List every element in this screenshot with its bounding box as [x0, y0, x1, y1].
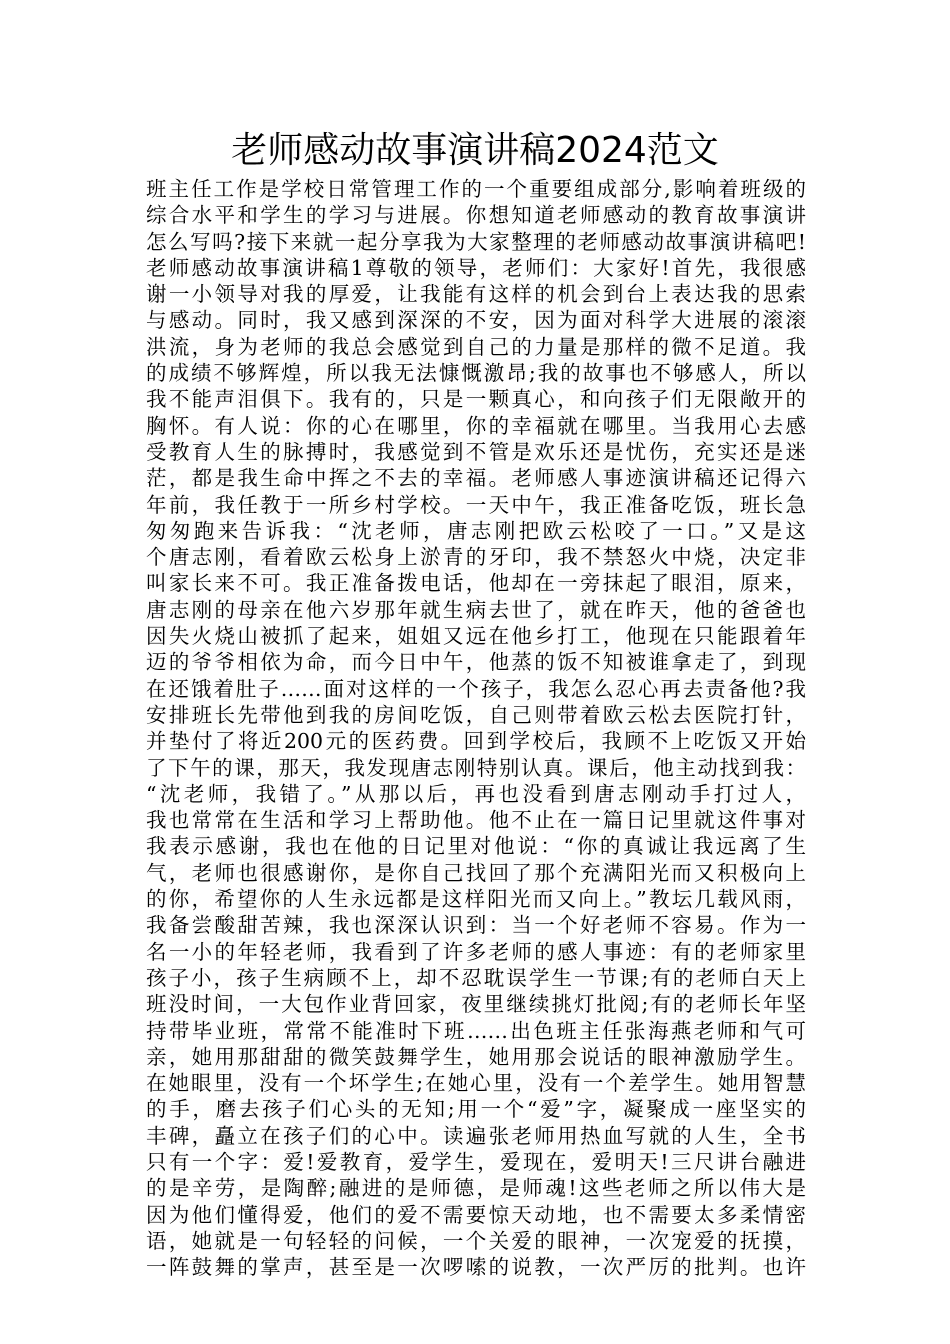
body-text-line: 班主任工作是学校日常管理工作的一个重要组成部分,影响着班级的 [146, 177, 806, 201]
body-text-line: 在还饿着肚子……面对这样的一个孩子，我怎么忍心再去责备他?我 [146, 676, 806, 701]
body-text-line: 综合水平和学生的学习与进展。你想知道老师感动的教育故事演讲 [146, 203, 806, 228]
body-text-line: 老师感动故事演讲稿1尊敬的领导，老师们：大家好!首先，我很感 [146, 255, 806, 280]
body-text-line: 一阵鼓舞的掌声，甚至是一次啰嗦的说教，一次严厉的批判。也许 [146, 1255, 806, 1280]
body-text-line: 在她眼里，没有一个坏学生;在她心里，没有一个差学生。她用智慧 [146, 1071, 806, 1096]
body-text-line: 茫，都是我生命中挥之不去的幸福。老师感人事迹演讲稿还记得六 [146, 466, 806, 491]
body-text-line: 年前，我任教于一所乡村学校。一天中午，我正准备吃饭，班长急 [146, 492, 806, 517]
body-text-line: 安排班长先带他到我的房间吃饭，自己则带着欧云松去医院打针， [146, 702, 806, 727]
body-text-line: 洪流，身为老师的我总会感觉到自己的力量是那样的微不足道。我 [146, 334, 806, 359]
body-text-line: 并垫付了将近200元的医药费。回到学校后，我顾不上吃饭又开始 [146, 729, 806, 754]
body-text-line: 的成绩不够辉煌，所以我无法慷慨激昂;我的故事也不够感人，所以 [146, 361, 806, 386]
body-text-line: 因失火烧山被抓了起来，姐姐又远在他乡打工，他现在只能跟着年 [146, 624, 806, 649]
body-text-line: 匆匆跑来告诉我：“沈老师，唐志刚把欧云松咬了一口。”又是这 [146, 518, 806, 543]
body-text-line: 丰碑，矗立在孩子们的心中。读遍张老师用热血写就的人生，全书 [146, 1123, 806, 1148]
document-title: 老师感动故事演讲稿2024范文 [231, 130, 719, 171]
body-text-line: 谢一小领导对我的厚爱，让我能有这样的机会到台上表达我的思索 [146, 282, 806, 307]
body-text-line: 只有一个字：爱!爱教育，爱学生，爱现在，爱明天!三尺讲台融进 [146, 1149, 806, 1174]
body-text-line: 的是辛劳，是陶醉;融进的是师德，是师魂!这些老师之所以伟大是 [146, 1176, 806, 1201]
body-text-line: “沈老师，我错了。”从那以后，再也没看到唐志刚动手打过人， [146, 781, 806, 806]
body-text-line: 迈的爷爷相依为命，而今日中午，他蒸的饭不知被谁拿走了，到现 [146, 650, 806, 675]
body-text-line: 持带毕业班，常常不能准时下班……出色班主任张海燕老师和气可 [146, 1018, 806, 1043]
body-text-line: 叫家长来不可。我正准备拨电话，他却在一旁抹起了眼泪，原来， [146, 571, 806, 596]
body-text-line: 因为他们懂得爱，他们的爱不需要惊天动地，也不需要太多柔情密 [146, 1202, 806, 1227]
body-text-line: 名一小的年轻老师，我看到了许多老师的感人事迹：有的老师家里 [146, 939, 806, 964]
body-text-line: 我也常常在生活和学习上帮助他。他不止在一篇日记里就这件事对 [146, 808, 806, 833]
document-body [146, 176, 806, 1280]
body-text-line: 胸怀。有人说：你的心在哪里，你的幸福就在哪里。当我用心去感 [146, 413, 806, 438]
body-text-line: 我不能声泪俱下。我有的，只是一颗真心，和向孩子们无限敞开的 [146, 387, 806, 412]
body-text-line: 唐志刚的母亲在他六岁那年就生病去世了，就在昨天，他的爸爸也 [146, 597, 806, 622]
body-text-line: 了下午的课，那天，我发现唐志刚特别认真。课后，他主动找到我： [146, 755, 806, 780]
body-text-line: 的你，希望你的人生永远都是这样阳光而又向上。”教坛几载风雨， [146, 887, 806, 912]
body-text-line: 受教育人生的脉搏时，我感觉到不管是欢乐还是忧伤，充实还是迷 [146, 439, 806, 464]
body-text-line: 怎么写吗?接下来就一起分享我为大家整理的老师感动故事演讲稿吧! [146, 229, 806, 254]
body-text-line: 我备尝酸甜苦辣，我也深深认识到：当一个好老师不容易。作为一 [146, 913, 806, 938]
body-text-line: 与感动。同时，我又感到深深的不安，因为面对科学大进展的滚滚 [146, 308, 806, 333]
body-text-line: 亲，她用那甜甜的微笑鼓舞学生，她用那会说话的眼神激励学生。 [146, 1044, 806, 1069]
body-text-line: 的手，磨去孩子们心头的无知;用一个“爱”字，凝聚成一座坚实的 [146, 1097, 806, 1122]
body-text-line: 班没时间，一大包作业背回家，夜里继续挑灯批阅;有的老师长年坚 [146, 992, 806, 1017]
body-text-line: 气，老师也很感谢你，是你自己找回了那个充满阳光而又积极向上 [146, 860, 806, 885]
body-text-line: 语，她就是一句轻轻的问候，一个关爱的眼神，一次宠爱的抚摸， [146, 1228, 806, 1253]
body-text-line: 我表示感谢，我也在他的日记里对他说：“你的真诚让我远离了生 [146, 834, 806, 859]
body-text-line: 孩子小，孩子生病顾不上，却不忍耽误学生一节课;有的老师白天上 [146, 965, 806, 990]
body-text-line: 个唐志刚，看着欧云松身上淤青的牙印，我不禁怒火中烧，决定非 [146, 545, 806, 570]
